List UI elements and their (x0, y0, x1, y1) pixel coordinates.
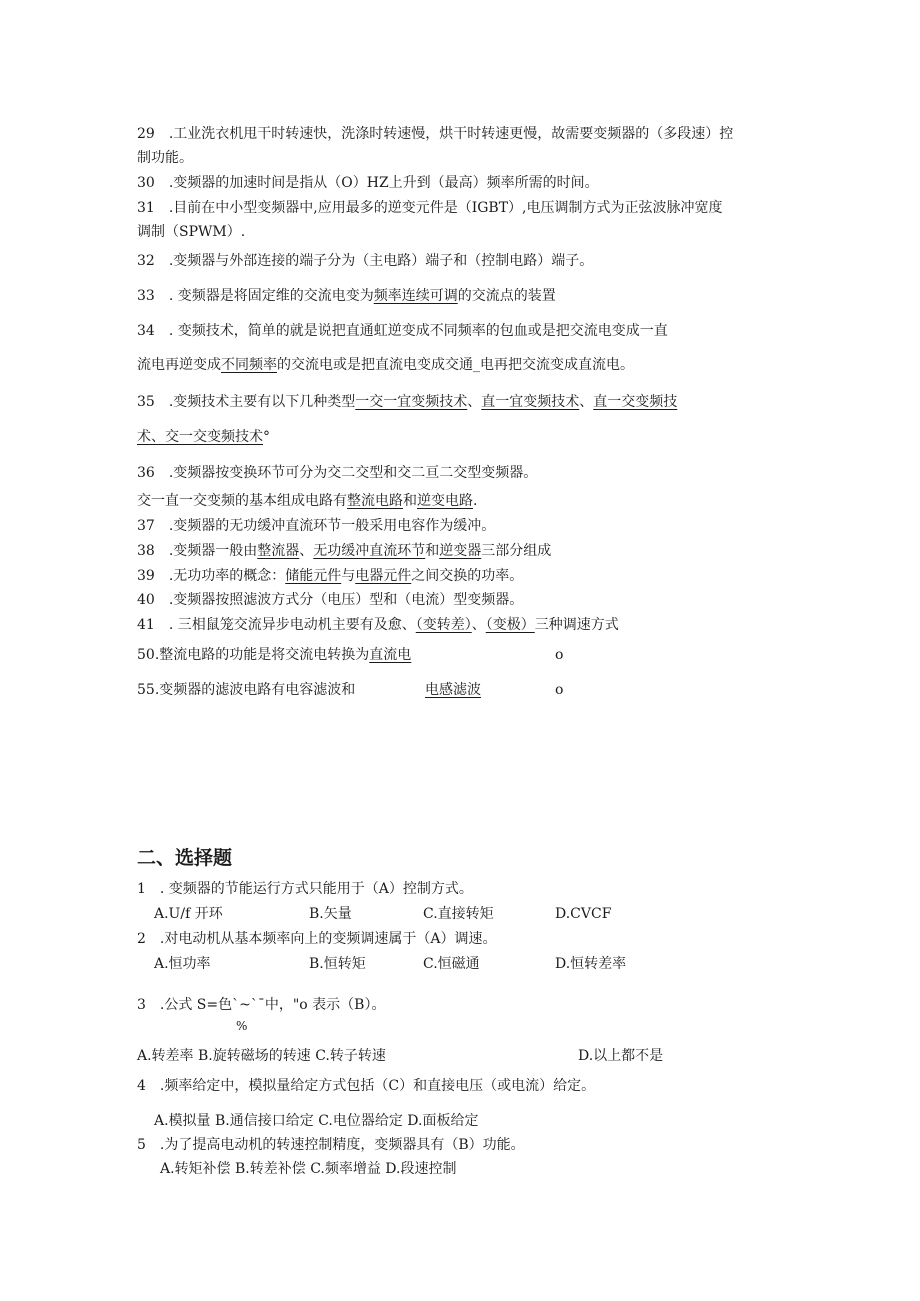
q35-end: ° (263, 429, 270, 445)
q31-line1: 31 .目前在中小型变频器中,应用最多的逆变元件是（IGBT）,电压调制方式为正弦波脉冲宽度 (137, 200, 723, 216)
q55-answer: 电感滤波 (425, 682, 481, 698)
q36-extra (137, 492, 477, 510)
q38-mid: 和 (425, 543, 440, 559)
q50-answer: 直流电 (369, 647, 412, 663)
q41-answer-1: （变转差） (415, 617, 472, 633)
q34-line2 (137, 356, 634, 374)
q34-answer: 不同频率 (221, 357, 277, 373)
q35-answer-3-cont: 术、交一交变频技术 (137, 429, 263, 445)
mc-q1-option-c: C.直接转矩 (423, 906, 494, 922)
mc-q5: 5 .为了提高电动机的转速控制精度，变频器具有（B）功能。 (137, 1137, 525, 1153)
q38-answer-1: 整流器 (257, 543, 300, 559)
q36b-answer-1: 整流电路 (347, 493, 403, 509)
q36: 36 .变频器按变换环节可分为交二交型和交二亘二交型变频器。 (137, 465, 538, 481)
mc-q1: 1 . 变频器的节能运行方式只能用于（A）控制方式。 (137, 881, 473, 897)
q35-text: 35 .变频技术主要有以下几种类型 (137, 394, 356, 410)
q34-text: 流电再逆变成 (137, 357, 221, 373)
q41-sep: 、 (471, 617, 486, 633)
q31-line2: 调制（SPWM）. (137, 224, 246, 240)
q41 (137, 616, 619, 634)
q35-sep-2: 、 (579, 394, 594, 410)
q36b-answer-2: 逆变电路 (417, 493, 473, 509)
q33 (137, 287, 556, 305)
mc-q2-option-a: A.恒功率 (154, 956, 211, 972)
q36b-mid: 和 (403, 493, 417, 509)
mc-q1-option-d: D.CVCF (555, 906, 612, 922)
q32: 32 .变频器与外部连接的端子分为（主电路）端子和（控制电路）端子。 (137, 253, 594, 269)
mc-q5-options: A.转矩补偿 B.转差补偿 C.频率增益 D.段速控制 (160, 1161, 457, 1177)
q39-answer-1: 储能元件 (285, 568, 342, 584)
q36b-text: 交一直一交变频的基本组成电路有 (137, 493, 347, 509)
q35-answer-1: 一交一宜变频技术 (355, 394, 468, 410)
q33-answer: 频率连续可调 (373, 288, 458, 304)
q55: 55.变频器的滤波电路有电容滤波和 (137, 682, 356, 698)
q50-end: o (555, 647, 564, 663)
q39-answer-2: 电器元件 (355, 568, 412, 584)
q29-line2: 制功能。 (137, 150, 193, 166)
mc-q1-option-a: A.U/f 开环 (154, 906, 223, 922)
mc-q1-option-b: B.矢量 (309, 906, 352, 922)
q50 (137, 646, 411, 664)
q39-text: 39 .无功功率的概念： (137, 568, 286, 584)
mc-q2-option-c: C.恒磁通 (423, 956, 480, 972)
q30: 30 .变频器的加速时间是指从（O）HZ上升到（最高）频率所需的时间。 (137, 175, 599, 191)
q35-answer-2: 直一宜变频技术 (481, 394, 580, 410)
q34-text-end: 的交流电或是把直流电变成交通_电再把交流变成直流电。 (277, 357, 634, 373)
q35-sep-1: 、 (467, 394, 482, 410)
mc-q2: 2 .对电动机从基本频率向上的变频调速属于（A）调速。 (137, 931, 497, 947)
q35-line1 (137, 393, 677, 411)
q38-answer-2: 无功缓冲直流环节 (313, 543, 426, 559)
q55-end: o (555, 682, 564, 698)
q39 (137, 567, 523, 585)
mc-q2-option-b: B.恒转矩 (309, 956, 366, 972)
q36b-end: . (473, 493, 478, 509)
mc-q3-fraction: % (236, 1019, 248, 1033)
q37: 37 .变频器的无功缓冲直流环节一般采用电容作为缓冲。 (137, 518, 496, 534)
q38-answer-3: 逆变器 (439, 543, 482, 559)
mc-q4-options: A.模拟量 B.通信接口给定 C.电位器给定 D.面板给定 (154, 1113, 479, 1129)
q34-line1: 34 . 变频技术，简单的就是说把直通虹逆变成不同频率的包血或是把交流电变成一直 (137, 323, 668, 339)
section-heading: 二、选择题 (137, 847, 233, 869)
q38 (137, 542, 551, 560)
mc-q2-option-d: D.恒转差率 (555, 956, 627, 972)
q35-answer-3: 直一交变频技 (593, 394, 678, 410)
q41-text: 41 . 三相鼠笼交流异步电动机主要有及愈、 (137, 617, 416, 633)
q39-end: 之间交换的功率。 (411, 568, 524, 584)
mc-q3-options: A.转差率 B.旋转磁场的转速 C.转子转速 (137, 1048, 386, 1064)
mc-q3-option-d: D.以上都不是 (578, 1048, 664, 1064)
q38-sep: 、 (299, 543, 314, 559)
mc-q4: 4 .频率给定中，模拟量给定方式包括（C）和直接电压（或电流）给定。 (137, 1078, 596, 1094)
q50-text: 50.整流电路的功能是将交流电转换为 (137, 647, 370, 663)
q35-line2 (137, 428, 270, 446)
q41-end: 三种调速方式 (534, 617, 619, 633)
q33-text: 33 . 变频器是将固定维的交流电变为 (137, 288, 374, 304)
q33-text-end: 的交流点的装置 (457, 288, 556, 304)
q41-answer-2: （变极） (485, 617, 535, 633)
q29-line1: 29 .工业洗衣机甩干时转速快，洗涤时转速慢，烘干时转速更慢，故需要变频器的（多段速）控 (137, 126, 734, 142)
q39-mid: 与 (341, 568, 356, 584)
q40: 40 .变频器按照滤波方式分（电压）型和（电流）型变频器。 (137, 592, 524, 608)
q38-end: 三部分组成 (481, 543, 552, 559)
q38-text: 38 .变频器一般由 (137, 543, 258, 559)
mc-q3: 3 .公式 S=色`~`ˉ中，"o 表示（B）。 (137, 997, 386, 1013)
